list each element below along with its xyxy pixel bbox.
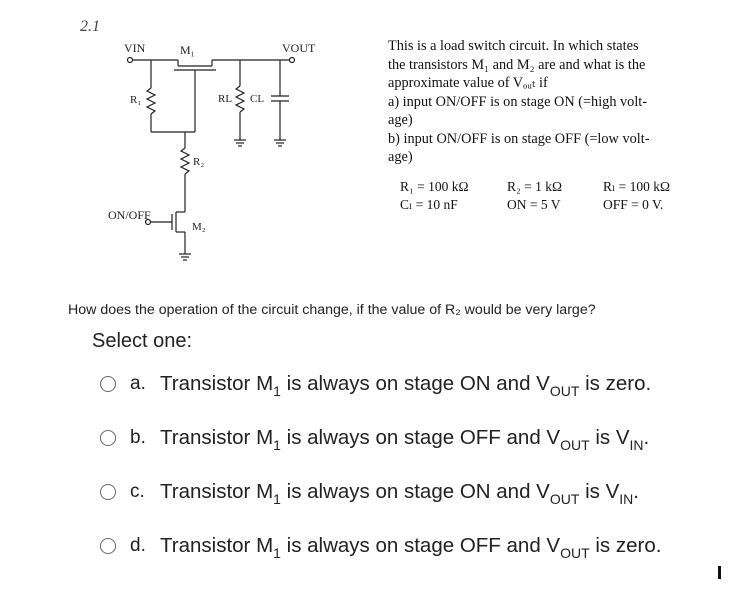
option-a[interactable] xyxy=(100,369,651,399)
radio-button-a[interactable] xyxy=(100,376,116,392)
option-letter: a. xyxy=(130,373,146,394)
param-rl: Rₗ = 100 kΩ xyxy=(603,179,671,194)
option-d[interactable] xyxy=(100,531,661,561)
problem-line: age) xyxy=(388,112,413,128)
onoff-label: ON/OFF xyxy=(108,208,151,222)
option-letter: c. xyxy=(130,481,145,502)
problem-line: age) xyxy=(388,149,413,165)
select-one-label: Select one: xyxy=(92,330,193,352)
r2-label: R₂ xyxy=(193,156,205,168)
param-r2: R₂ = 1 kΩ xyxy=(507,179,562,194)
radio-button-c[interactable] xyxy=(100,484,116,500)
option-text: Transistor $M_1$ is always on stage ON and $V_{OUT}$ is $V_{IN}$. xyxy=(160,480,639,507)
problem-line: b) input ON/OFF is on stage OFF (=low volt- xyxy=(388,130,650,147)
rl-label: RL xyxy=(218,93,233,105)
option-text: Transistor $M_1$ is always on stage OFF and $V_{OUT}$ is $V_{IN}$. xyxy=(160,426,650,453)
vout-label: VOUT xyxy=(282,41,316,55)
question-text: How does the operation of the circuit change, if the value of R₂ would be very large? xyxy=(68,302,596,318)
option-letter: b. xyxy=(130,427,146,448)
param-on: ON = 5 V xyxy=(507,197,561,212)
option-text: Transistor $M_1$ is always on stage OFF and $V_{OUT}$ is zero. xyxy=(160,534,662,561)
problem-line: approximate value of Vₒᵤₜ if xyxy=(388,75,548,91)
cl-label: CL xyxy=(250,93,265,105)
circuit-diagram xyxy=(0,0,380,290)
r1-label: R₁ xyxy=(130,94,142,106)
option-letter: d. xyxy=(130,535,146,556)
param-off: OFF = 0 V. xyxy=(603,197,664,212)
radio-button-d[interactable] xyxy=(100,538,116,554)
vin-label: VIN xyxy=(124,41,146,55)
param-r1: R₁ = 100 kΩ xyxy=(400,179,469,194)
problem-line: This is a load switch circuit. In which states xyxy=(388,38,639,54)
component-values xyxy=(400,178,670,214)
radio-button-b[interactable] xyxy=(100,430,116,446)
option-text: Transistor $M_1$ is always on stage ON and $V_{OUT}$ is zero. xyxy=(160,372,652,399)
param-cl: Cₗ = 10 nF xyxy=(400,197,458,212)
m1-label: M₁ xyxy=(180,43,195,57)
option-c[interactable] xyxy=(100,477,639,507)
problem-line: a) input ON/OFF is on stage ON (=high volt- xyxy=(388,93,648,110)
problem-number: 2.1 xyxy=(80,18,100,35)
m2-label: M₂ xyxy=(192,221,206,233)
option-b[interactable] xyxy=(100,423,649,453)
text-cursor-icon xyxy=(718,566,721,579)
problem-text xyxy=(388,37,718,167)
problem-line: the transistors M₁ and M₂ are and what is the xyxy=(388,56,646,73)
